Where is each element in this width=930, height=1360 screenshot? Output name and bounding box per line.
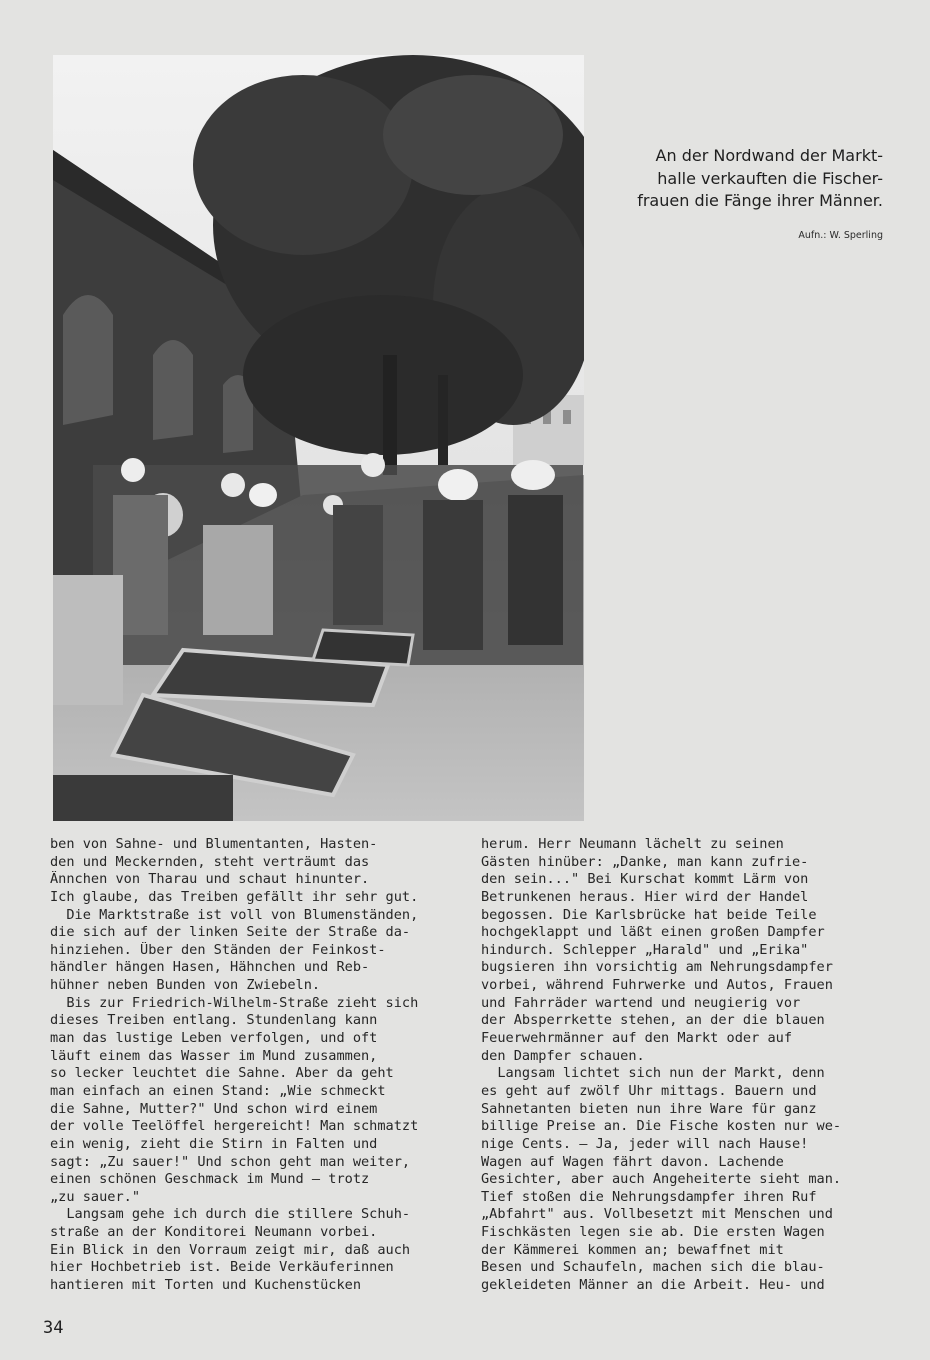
text-line: hühner neben Bunden von Zwiebeln. xyxy=(50,977,321,994)
text-line: und Fahrräder wartend und neugierig vor xyxy=(481,994,801,1011)
text-line: hinziehen. Über den Ständen der Feinkost- xyxy=(50,941,386,958)
photo-caption xyxy=(600,145,883,213)
text-line: Ich glaube, das Treiben gefällt ihr sehr gut. xyxy=(50,888,419,905)
text-line: „Abfahrt" aus. Vollbesetzt mit Menschen und xyxy=(481,1206,833,1223)
text-line: dieses Treiben entlang. Stundenlang kann xyxy=(50,1012,378,1029)
text-line: Sahnetanten bieten nun ihre Ware für ganz xyxy=(481,1100,817,1117)
text-line: herum. Herr Neumann lächelt zu seinen xyxy=(481,836,784,852)
text-line: es geht auf zwölf Uhr mittags. Bauern und xyxy=(481,1082,817,1099)
text-line: billige Preise an. Die Fische kosten nur we- xyxy=(481,1118,842,1135)
text-line: Besen und Schaufeln, machen sich die blau- xyxy=(481,1259,825,1276)
text-line: läuft einem das Wasser im Mund zusammen, xyxy=(50,1047,378,1064)
text-line: Feuerwehrmänner auf den Markt oder auf xyxy=(481,1030,792,1047)
text-line: bugsieren ihn vorsichtig am Nehrungsdampfer xyxy=(481,959,833,976)
text-line: begossen. Die Karlsbrücke hat beide Teile xyxy=(481,906,817,923)
text-line: man das lustige Leben verfolgen, und oft xyxy=(50,1030,378,1047)
left-text-column xyxy=(50,836,458,1295)
text-line: den Dampfer schauen. xyxy=(481,1047,645,1064)
text-line: der volle Teelöffel hergereicht! Man schmatzt xyxy=(50,1118,419,1135)
text-line: Bis zur Friedrich-Wilhelm-Straße zieht sich xyxy=(50,994,419,1011)
text-line: Gesichter, aber auch Angeheiterte sieht man. xyxy=(481,1171,842,1188)
text-line: die Sahne, Mutter?" Und schon wird einem xyxy=(50,1100,378,1117)
text-line: sagt: „Zu sauer!" Und schon geht man weiter, xyxy=(50,1153,411,1170)
caption-line: halle verkauften die Fischer- xyxy=(657,168,883,188)
caption-line: An der Nordwand der Markt- xyxy=(655,146,883,165)
text-line: hindurch. Schlepper „Harald" und „Erika" xyxy=(481,941,809,958)
text-line: Langsam gehe ich durch die stillere Schuh- xyxy=(50,1206,411,1223)
text-line: Fischkästen legen sie ab. Die ersten Wagen xyxy=(481,1224,825,1241)
text-line: nige Cents. — Ja, jeder will nach Hause! xyxy=(481,1135,809,1152)
text-line: der Absperrkette stehen, an der die blauen xyxy=(481,1012,825,1029)
text-line: Tief stoßen die Nehrungsdampfer ihren Ruf xyxy=(481,1188,817,1205)
caption-line: frauen die Fänge ihrer Männer. xyxy=(637,191,883,210)
text-line: den sein..." Bei Kurschat kommt Lärm von xyxy=(481,871,809,888)
text-line: Die Marktstraße ist voll von Blumenständen, xyxy=(50,906,419,923)
text-line: „zu sauer." xyxy=(50,1188,141,1205)
text-line: straße an der Konditorei Neumann vorbei. xyxy=(50,1224,378,1241)
text-line: hochgeklappt und läßt einen großen Dampfer xyxy=(481,924,825,941)
text-line: vorbei, während Fuhrwerke und Autos, Frauen xyxy=(481,977,833,994)
text-line: Gästen hinüber: „Danke, man kann zufrie- xyxy=(481,853,809,870)
market-photo xyxy=(53,55,584,821)
right-text-column xyxy=(481,836,881,1295)
text-line: ben von Sahne- und Blumentanten, Hasten- xyxy=(50,836,378,852)
text-line: einen schönen Geschmack im Mund — trotz xyxy=(50,1171,370,1188)
text-line: ein wenig, zieht die Stirn in Falten und xyxy=(50,1135,378,1152)
text-line: den und Meckernden, steht verträumt das xyxy=(50,853,370,870)
text-line: so lecker leuchtet die Sahne. Aber da geht xyxy=(50,1065,394,1082)
text-line: Betrunkenen heraus. Hier wird der Handel xyxy=(481,888,809,905)
text-line: Ännchen von Tharau und schaut hinunter. xyxy=(50,871,370,888)
text-line: die sich auf der linken Seite der Straße da- xyxy=(50,924,411,941)
text-line: Ein Blick in den Vorraum zeigt mir, daß auch xyxy=(50,1241,411,1258)
text-line: der Kämmerei kommen an; bewaffnet mit xyxy=(481,1241,784,1258)
text-line: händler hängen Hasen, Hähnchen und Reb- xyxy=(50,959,370,976)
text-line: Wagen auf Wagen fährt davon. Lachende xyxy=(481,1153,784,1170)
text-line: hier Hochbetrieb ist. Beide Verkäuferinnen xyxy=(50,1259,394,1276)
photo-credit: Aufn.: W. Sperling xyxy=(798,230,883,241)
text-line: Langsam lichtet sich nun der Markt, denn xyxy=(481,1065,825,1082)
text-line: gekleideten Männer an die Arbeit. Heu- und xyxy=(481,1277,825,1294)
text-line: hantieren mit Torten und Kuchenstücken xyxy=(50,1277,361,1294)
page-number: 34 xyxy=(43,1318,64,1338)
text-line: man einfach an einen Stand: „Wie schmeckt xyxy=(50,1082,386,1099)
